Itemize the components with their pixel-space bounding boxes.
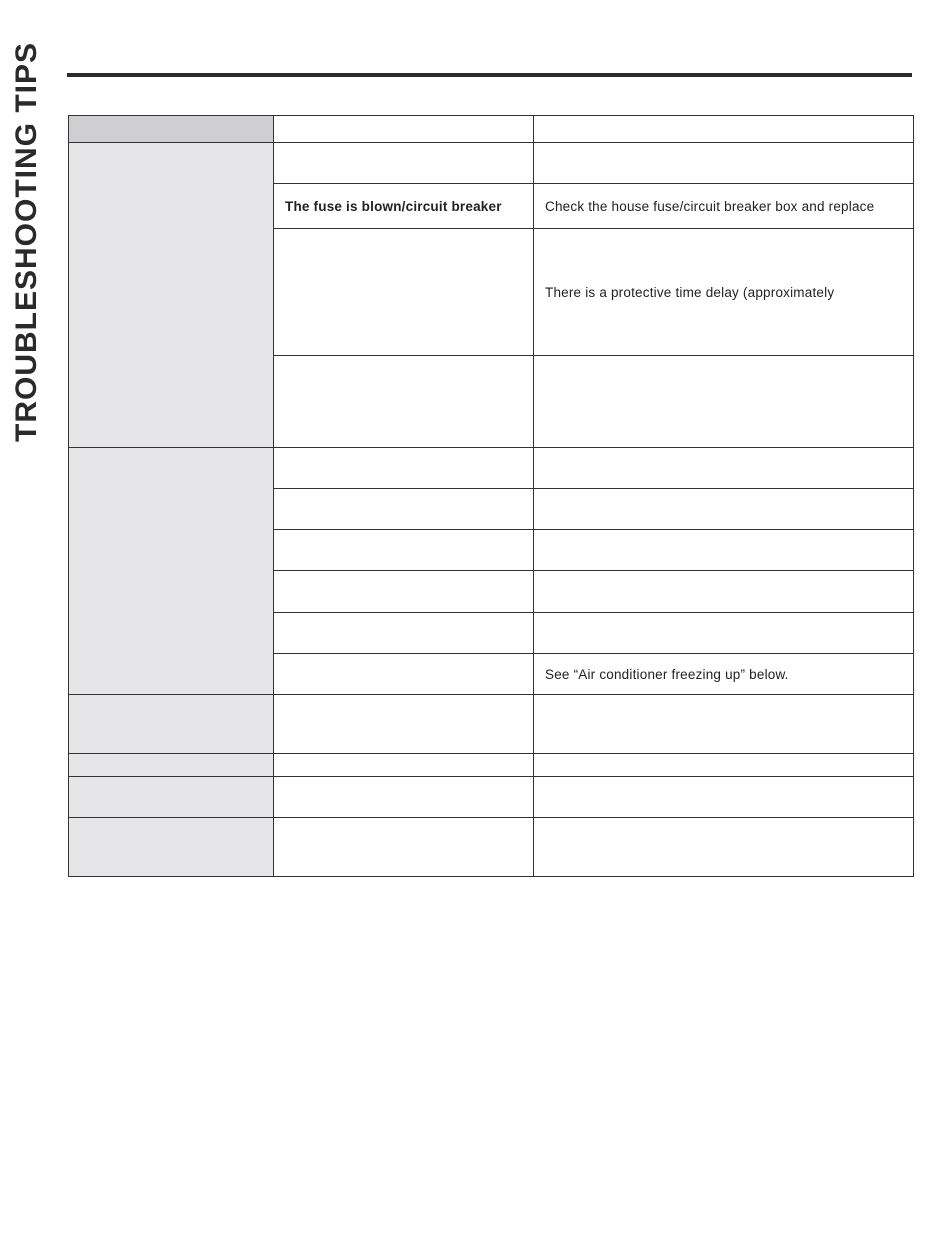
header-cause-cell: [274, 116, 534, 143]
cause-cell: [274, 143, 534, 184]
header-problem-cell: [69, 116, 274, 143]
fix-cell: There is a protective time delay (approximately: [534, 229, 914, 356]
cause-cell: [274, 571, 534, 613]
table-row: [69, 754, 914, 777]
cause-cell: [274, 754, 534, 777]
cause-cell: [274, 613, 534, 654]
problem-cell: [69, 448, 274, 695]
fix-cell: [534, 818, 914, 877]
problem-cell: [69, 754, 274, 777]
table-row: [69, 143, 914, 184]
table-row: [69, 777, 914, 818]
table-row: [69, 695, 914, 754]
fix-cell: [534, 143, 914, 184]
troubleshooting-table: [68, 115, 914, 877]
problem-cell: [69, 777, 274, 818]
table-row: [69, 818, 914, 877]
fix-cell: [534, 530, 914, 571]
fix-cell: [534, 571, 914, 613]
cause-cell: [274, 654, 534, 695]
fix-cell: [534, 489, 914, 530]
section-title: [10, 36, 44, 448]
table-header-row: [69, 116, 914, 143]
header-fix-cell: [534, 116, 914, 143]
section-title-text: TROUBLESHOOTING TIPS: [10, 41, 44, 443]
cause-cell: [274, 229, 534, 356]
problem-cell: [69, 818, 274, 877]
fix-cell: [534, 613, 914, 654]
problem-cell: [69, 695, 274, 754]
cause-cell: [274, 448, 534, 489]
top-rule: [67, 73, 912, 77]
fix-cell: [534, 356, 914, 448]
fix-cell: Check the house fuse/circuit breaker box and replace: [534, 184, 914, 229]
cause-cell: [274, 777, 534, 818]
cause-cell: The fuse is blown/circuit breaker: [274, 184, 534, 229]
fix-cell: [534, 777, 914, 818]
cause-cell: [274, 530, 534, 571]
cause-cell: [274, 489, 534, 530]
cause-cell: [274, 695, 534, 754]
table-row: [69, 448, 914, 489]
cause-cell: [274, 818, 534, 877]
problem-cell: [69, 143, 274, 448]
fix-cell: See “Air conditioner freezing up” below.: [534, 654, 914, 695]
fix-cell: [534, 695, 914, 754]
cause-cell: [274, 356, 534, 448]
fix-cell: [534, 754, 914, 777]
fix-cell: [534, 448, 914, 489]
